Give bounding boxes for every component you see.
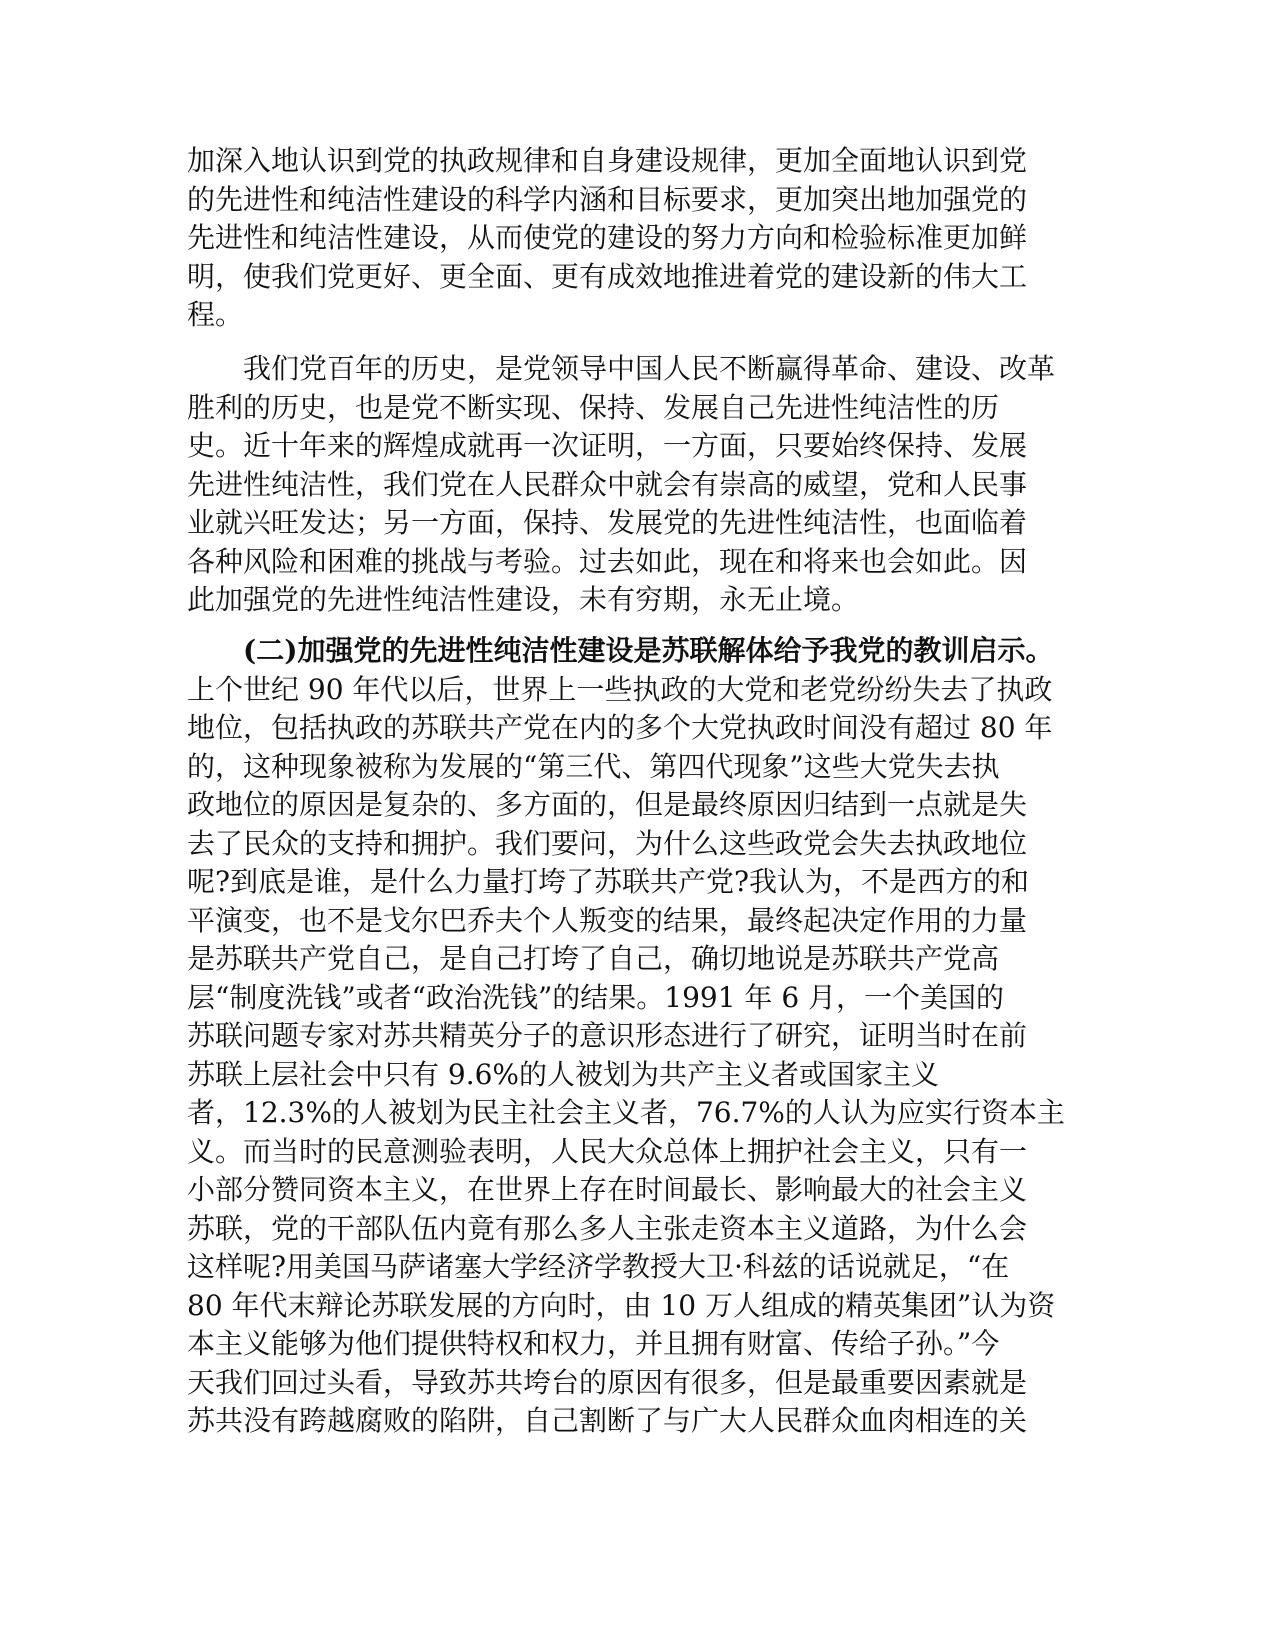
text-line: 苏联问题专家对苏共精英分子的意识形态进行了研究，证明当时在前 [187, 1019, 1028, 1052]
text-line: 各种风险和困难的挑战与考验。过去如此，现在和将来也会如此。因 [187, 544, 1028, 578]
text-line: 是苏联共产党自己，是自己打垮了自己，确切地说是苏联共产党高 [187, 942, 1000, 975]
text-line: 的，这种现象被称为发展的“第三代、第四代现象”这些大党失去执 [187, 749, 1000, 783]
text-line: 80 年代末辩论苏联发展的方向时，由 10 万人组成的精英集团”认为资 [187, 1288, 1056, 1322]
section-heading: (二)加强党的先进性纯洁性建设是苏联解体给予我党的教训启示。 [187, 634, 1054, 667]
text-line: 苏联，党的干部队伍内竟有那么多人主张走资本主义道路，为什么会 [187, 1211, 1028, 1245]
text-line: 业就兴旺发达；另一方面，保持、发展党的先进性纯洁性，也面临着 [187, 506, 1028, 539]
text-line: 史。近十年来的辉煌成就再一次证明，一方面，只要始终保持、发展 [187, 429, 1028, 462]
text-line: 苏联上层社会中只有 9.6%的人被划为共产主义者或国家主义 [187, 1057, 940, 1091]
text-line: 去了民众的支持和拥护。我们要问，为什么这些政党会失去执政地位 [187, 826, 1028, 860]
text-line: 先进性纯洁性，我们党在人民群众中就会有崇高的威望，党和人民事 [187, 467, 1028, 501]
text-line: 程。 [187, 298, 244, 331]
text-line: 者，12.3%的人被划为民主社会主义者，76.7%的人认为应实行资本主 [187, 1096, 1065, 1129]
text-line: 这样呢?用美国马萨诸塞大学经济学教授大卫·科兹的话说就足，“在 [187, 1250, 1010, 1283]
text-line: 平演变，也不是戈尔巴乔夫个人叛变的结果，最终起决定作用的力量 [187, 903, 1028, 937]
paragraph-3 [187, 632, 1087, 1441]
text-line: 此加强党的先进性纯洁性建设，未有穷期，永无止境。 [187, 583, 860, 616]
text-line: 加深入地认识到党的执政规律和自身建设规律，更加全面地认识到党 [187, 144, 1028, 177]
text-line: 天我们回过头看，导致苏共垮台的原因有很多，但是最重要因素就是 [187, 1365, 1028, 1399]
text-line: 先进性和纯洁性建设，从而使党的建设的努力方向和检验标准更加鲜 [187, 221, 1028, 254]
text-line: 义。而当时的民意测验表明，人民大众总体上拥护社会主义，只有一 [187, 1134, 1028, 1168]
text-line: 政地位的原因是复杂的、多方面的，但是最终原因归结到一点就是失 [187, 788, 1028, 821]
text-line: 呢?到底是谁，是什么力量打垮了苏联共产党?我认为，不是西方的和 [187, 865, 1030, 898]
text-line: 我们党百年的历史，是党领导中国人民不断赢得革命、建设、改革 [187, 352, 1056, 385]
paragraph-2 [187, 350, 1087, 620]
text-line: 苏共没有跨越腐败的陷阱，自己割断了与广大人民群众血肉相连的关 [187, 1404, 1028, 1437]
paragraph-1 [187, 142, 1087, 335]
text-line: 明，使我们党更好、更全面、更有成效地推进着党的建设新的伟大工 [187, 259, 1028, 293]
text-line: 的先进性和纯洁性建设的科学内涵和目标要求，更加突出地加强党的 [187, 182, 1028, 216]
text-line: 小部分赞同资本主义，在世界上存在时间最长、影响最大的社会主义 [187, 1173, 1028, 1206]
text-line: 胜利的历史，也是党不断实现、保持、发展自己先进性纯洁性的历 [187, 390, 1000, 424]
text-line: 本主义能够为他们提供特权和权力，并且拥有财富、传给子孙。”今 [187, 1327, 1000, 1360]
text-line: 地位，包括执政的苏联共产党在内的多个大党执政时间没有超过 80 年 [187, 711, 1053, 744]
text-line: 层“制度洗钱”或者“政治洗钱”的结果。1991 年 6 月，一个美国的 [187, 980, 1005, 1014]
text-line: 上个世纪 90 年代以后，世界上一些执政的大党和老党纷纷失去了执政 [187, 672, 1053, 706]
